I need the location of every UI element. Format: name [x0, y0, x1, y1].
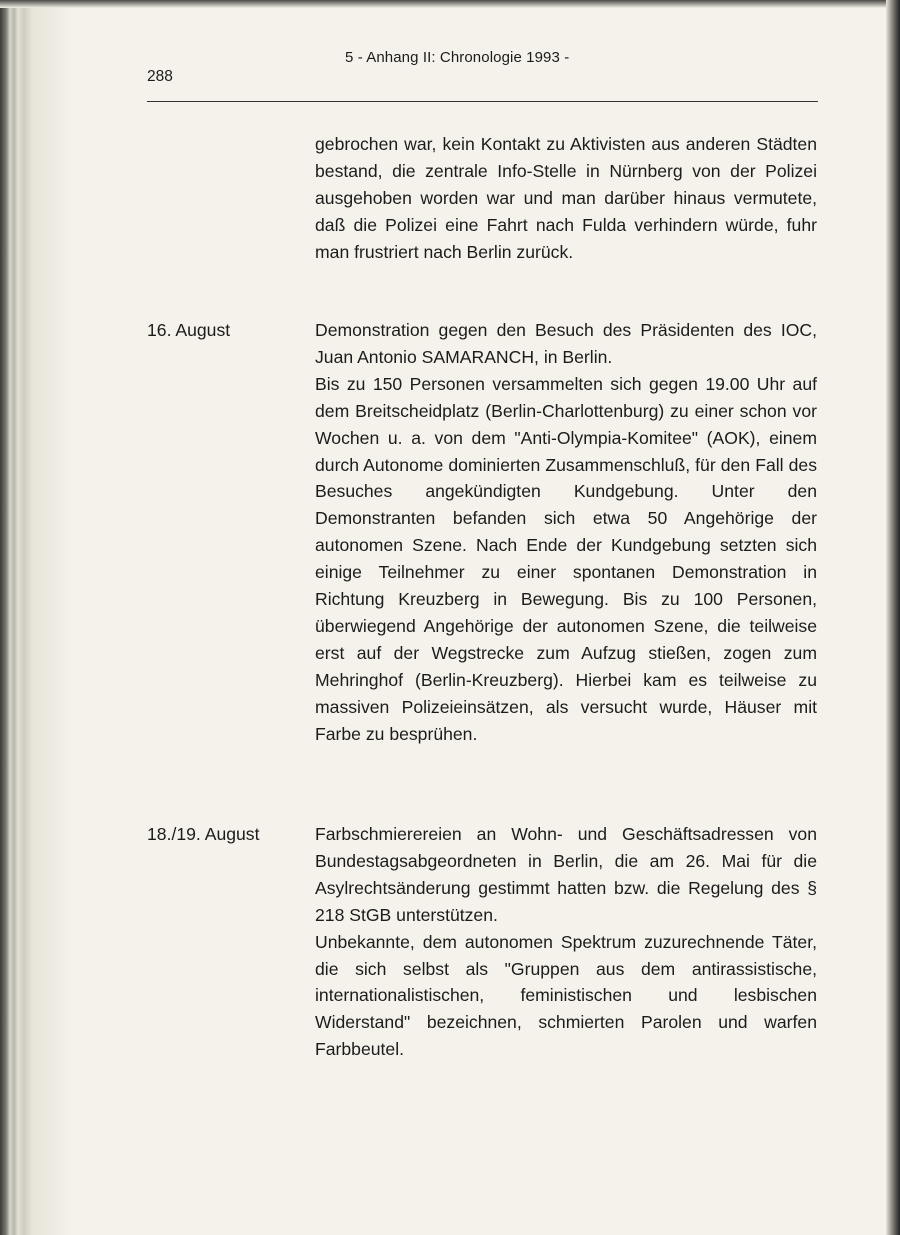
entry-aug-16: [315, 317, 817, 748]
entry-date-aug-16: 16. August: [147, 320, 231, 340]
page-top-edge: [0, 0, 900, 8]
continuation-text: gebrochen war, kein Kontakt zu Aktivisten aus anderen Städten bestand, die zentrale Info-Stelle in Nürnberg von der Polizei ausgehoben worden war und man darüber hinaus vermutete, daß die Polizei eine Fahrt nach Fulda verhindern würde, fuhr man frustriert nach Berlin zurück.: [315, 134, 817, 262]
page-number: 288: [147, 68, 173, 85]
entry-paragraph: Bis zu 150 Personen versammelten sich gegen 19.00 Uhr auf dem Breitscheidplatz (Berlin-Charlottenburg) zu einer schon vor Wochen u. a. von dem "Anti-Olympia-Komitee" (AOK), einem durch Autonome dominierten Zusammenschluß, für den Fall des Besuches angekündigten Kundgebung. Unter den Demonstranten befanden sich etwa 50 Angehörige der autonomen Szene. Nach Ende der Kundgebung setzten sich einige Teilnehmer zu einer spontanen Demonstration in Richtung Kreuzberg in Bewegung. Bis zu 100 Personen, überwiegend Angehörige der autonomen Szene, die teilweise erst auf der Wegstrecke zum Aufzug stießen, zogen zum Mehringhof (Berlin-Kreuzberg). Hierbei kam es teilweise zu massiven Polizeieinsätzen, als versucht wurde, Häuser mit Farbe zu besprühen.: [315, 373, 817, 744]
entry-paragraph: Demonstration gegen den Besuch des Präsidenten des IOC, Juan Antonio SAMARANCH, in Berlin.: [315, 320, 817, 367]
header-rule: [147, 101, 818, 102]
entry-aug-18-19: [315, 821, 817, 1063]
page-right-edge: [886, 0, 900, 1235]
entry-date-aug-18-19: 18./19. August: [147, 824, 260, 844]
running-header: 5 - Anhang II: Chronologie 1993 -: [345, 49, 570, 66]
book-binding-gutter: [0, 0, 70, 1235]
entry-paragraph: Farbschmierereien an Wohn- und Geschäftsadressen von Bundestagsabgeordneten in Berlin, die am 26. Mai für die Asylrechtsänderung gestimmt hatten bzw. die Regelung des § 218 StGB unterstützen.: [315, 824, 817, 925]
entry-paragraph: Unbekannte, dem autonomen Spektrum zuzurechnende Täter, die sich selbst als "Gruppen aus dem antirassistische, internationalistischen, feministischen und lesbischen Widerstand" bezeichnen, schmierten Parolen und warfen Farbbeutel.: [315, 931, 817, 1060]
continuation-paragraph: [315, 131, 817, 266]
